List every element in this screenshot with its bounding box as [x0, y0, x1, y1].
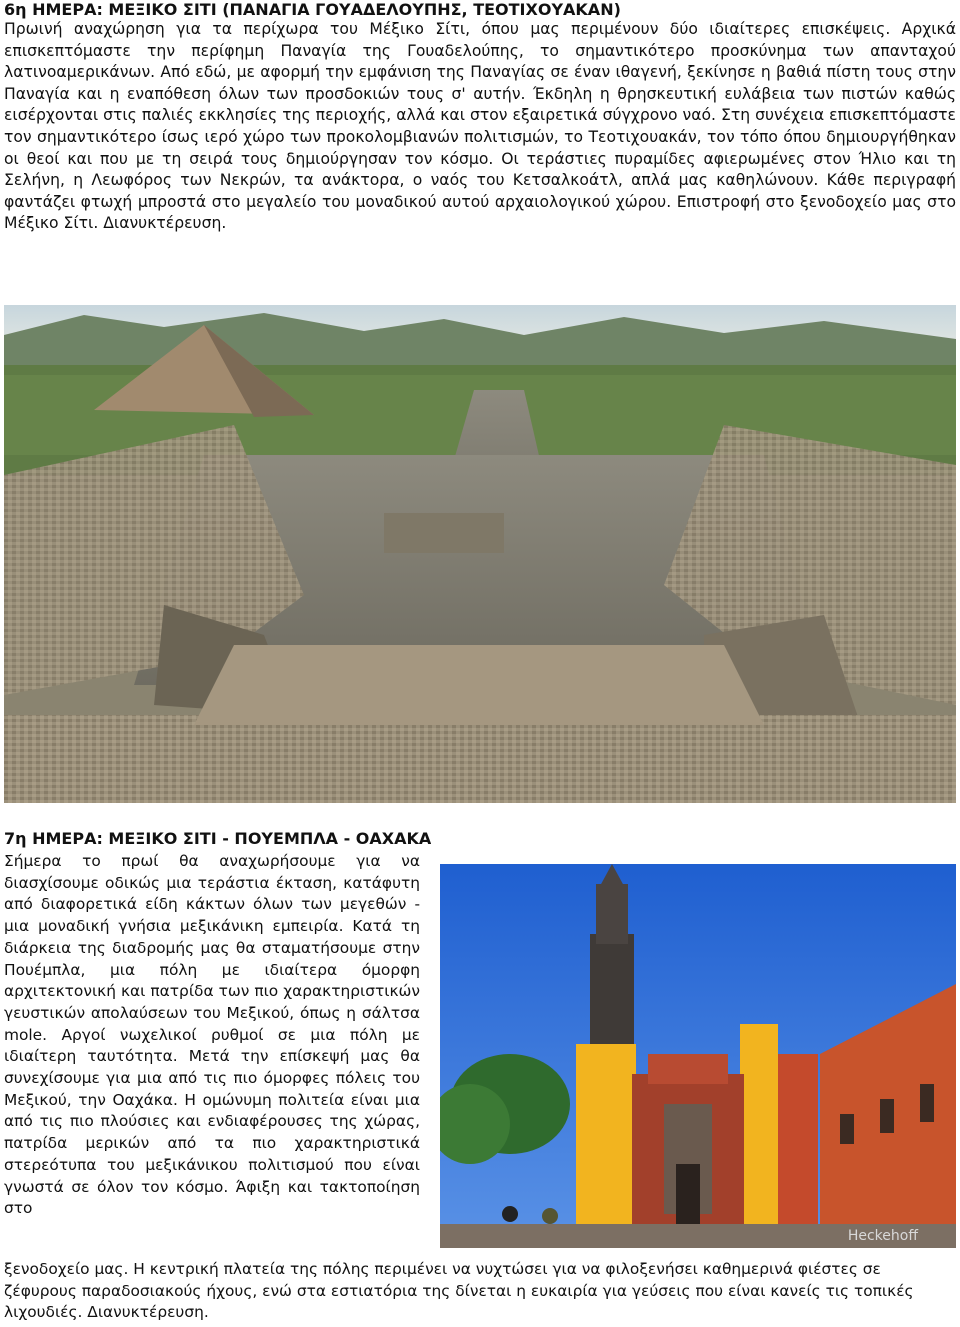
photo-credit: Heckehoff — [847, 1228, 918, 1244]
day7-description-continued: ξενοδοχείο μας. Η κεντρική πλατεία της πόλης περιμένει να νυχτώσει για να φιλοξενήσει καθημερινά φιέστες σε ζέφυρους παραδοσιακούς ήχους, ενώ στα εστιατόρια της δίνεται η ευκαιρία για γεύσεις που είναι κανείς τις τοπικές λιχουδιές. Διανυκτέρευση. — [4, 1260, 914, 1322]
day7-title: 7η ΗΜΕΡΑ: ΜΕΞΙΚΟ ΣΙΤΙ - ΠΟΥΕΜΠΛΑ - ΟΑΧΑΚΑ — [4, 829, 432, 848]
teotihuacan-photo — [4, 305, 956, 803]
puebla-church-photo — [440, 864, 956, 1248]
day6-description: Πρωινή αναχώρηση για τα περίχωρα του Μέξικο Σίτι, όπου μας περιμένουν δύο ιδιαίτερες επισκέψεις. Αρχικά επισκεπτόμαστε την περίφημη Παναγία της Γουαδελούπης, το σημαντικότερο προσκύνημα των απανταχού λατινοαμερικάνων. Από εδώ, με αφορμή την εμφάνιση της Παναγίας σε έναν ιθαγενή, ξεκίνησε η βαθιά πίστη τους στην Παναγία και η εναπόθεση όλων των προσδοκιών τους σ' αυτήν. Έκδηλη η θρησκευτική ευλάβεια των πιστών καθώς εισέρχονται στις παλιές εκκλησίες της περιοχής, αλλά και στον εξαιρετικά σύγχρονο ναό. Στη συνέχεια επισκεπτόμαστε τον σημαντικότερο ίσως ιερό χώρο των προκολομβιανών πολιτισμών, το Τεοτιχουακάν, τον τόπο όπου δημιουργήθηκαν οι θεοί και που με τη σειρά τους δημιούργησαν τον κόσμο. Οι τεράστιες πυραμίδες αφιερωμένες στον Ήλιο και τη Σελήνη, η Λεωφόρος των Νεκρών, τα ανάκτορα, ο ναός του Κετσαλκοάτλ, απλά μας καθηλώνουν. Κάθε περιγραφή φαντάζει φτωχή μπροστά στο μεγαλείο του μοναδικού αυτού αρχαιολογικού χώρου. Επιστροφή στο ξενοδοχείο μας στο Μέξικο Σίτι. Διανυκτέρευση. — [4, 20, 956, 233]
day6-title: 6η ΗΜΕΡΑ: ΜΕΞΙΚΟ ΣΙΤΙ (ΠΑΝΑΓΙΑ ΓΟΥΑΔΕΛΟΥΠΗΣ, ΤΕΟΤΙΧΟΥΑΚΑΝ) — [4, 0, 621, 19]
day7-description: Σήμερα το πρωί θα αναχωρήσουμε για να διασχίσουμε οδικώς μια τεράστια έκταση, κατάφυτη από διαφορετικά είδη κάκτων όλων των μεγεθών - μια μοναδική γνήσια μεξικάνικη εμπειρία. Κατά τη διάρκεια της διαδρομής μας θα σταματήσουμε στην Πουέμπλα, μια πόλη με ιδιαίτερα όμορφη αρχιτεκτονική και πατρίδα των πιο χαρακτηριστικών γευστικών απολαύσεων του Μεξικού, όπως η σάλτσα mole. Αργοί νωχελικοί ρυθμοί σε μια πόλη με ιδιαίτερη ταυτότητα. Μετά την επίσκεψή μας θα συνεχίσουμε για μια από τις πιο όμορφες πόλεις του Μεξικού, την Οαχάκα. Η ομώνυμη πολιτεία είναι μια από τις πιο πλούσιες και ενδιαφέρουσες της χώρας, πατρίδα μερικών από τα πιο χαρακτηριστικά στερεότυπα του μεξικάνικου πολιτισμού που είναι γνωστά σε όλον τον κόσμο. Άφιξη και τακτοποίηση στο — [4, 852, 420, 1218]
